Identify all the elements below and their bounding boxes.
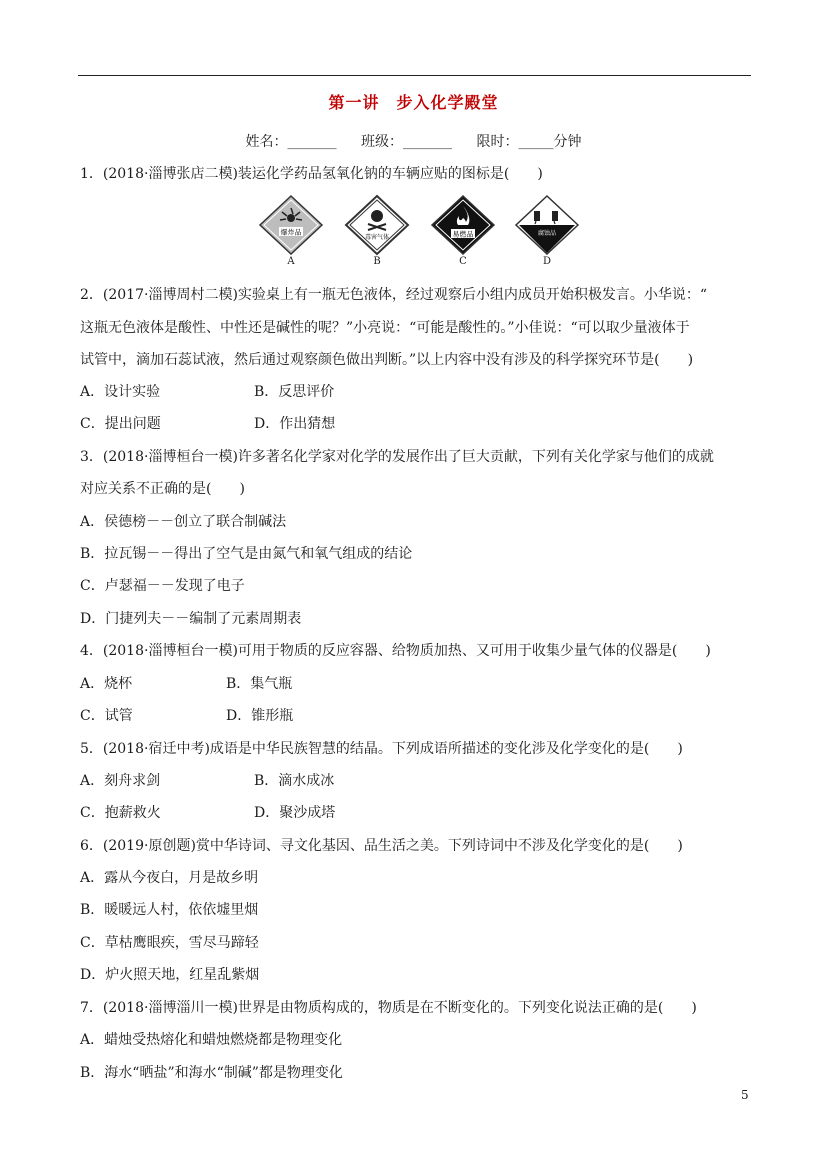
q4-option-a: A．烧杯 [80, 676, 133, 692]
q4-option-d: D．锥形瓶 [226, 708, 294, 724]
question-4: 4．(2018·淄博桓台一模)可用于物质的反应容器、给物质加热、又可用于收集少量气体的仪器是( ) [80, 643, 711, 659]
q5-option-a: A．刻舟求剑 [80, 773, 161, 789]
q2-option-a: A．设计实验 [80, 384, 161, 400]
q6-option-d: D．炉火照天地，红星乱紫烟 [80, 967, 260, 983]
q2-option-b: B．反思评价 [254, 384, 335, 400]
question-3-line-2: 对应关系不正确的是( ) [80, 481, 245, 497]
question-3-line-1: 3．(2018·淄博桓台一模)许多著名化学家对化学的发展作出了巨大贡献，下列有关化学家与他们的成就 [80, 449, 714, 465]
svg-text:易燃品: 易燃品 [452, 230, 474, 239]
question-4-options-row-2 [80, 705, 294, 725]
flame-icon [430, 194, 496, 256]
question-5-options-row-1 [80, 770, 335, 790]
hazard-option-a [258, 194, 324, 270]
svg-text:爆炸品: 爆炸品 [280, 228, 302, 237]
option-d-label: D [542, 256, 552, 267]
q4-option-b: B．集气瓶 [226, 676, 293, 692]
option-b-label: B [373, 256, 381, 267]
hazard-option-d [514, 194, 580, 270]
svg-text:毒害气体: 毒害气体 [364, 234, 390, 241]
class-field: 班级：_______ [361, 134, 452, 150]
page-title: 第一讲 步入化学殿堂 [328, 93, 499, 112]
student-info [0, 131, 827, 151]
q6-option-b: B．暖暖远人村，依依墟里烟 [80, 902, 259, 918]
svg-text:腐蚀品: 腐蚀品 [537, 230, 557, 237]
option-c-label: C [459, 256, 467, 267]
hazard-option-c [430, 194, 496, 270]
q5-option-d: D．聚沙成塔 [254, 805, 336, 821]
question-7: 7．(2018·淄博淄川一模)世界是由物质构成的，物质是在不断变化的。下列变化说法正确的是( ) [80, 1000, 697, 1016]
q2-option-d: D．作出猜想 [254, 416, 336, 432]
q7-option-a: A．蜡烛受热熔化和蜡烛燃烧都是物理变化 [80, 1032, 343, 1048]
q7-option-b: B．海水“晒盐”和海水“制碱”都是物理变化 [80, 1065, 343, 1081]
option-a-label: A [287, 256, 295, 267]
q5-option-b: B．滴水成冰 [254, 773, 335, 789]
corrosive-icon [514, 194, 580, 256]
name-field: 姓名：_______ [245, 134, 337, 150]
q6-option-a: A．露从今夜白，月是故乡明 [80, 870, 259, 886]
question-2-options-row-1 [80, 381, 335, 401]
page-number: 5 [741, 1088, 749, 1102]
question-5: 5．(2018·宿迁中考)成语是中华民族智慧的结晶。下列成语所描述的变化涉及化学变化的是( ) [80, 741, 683, 757]
question-1: 1．(2018·淄博张店二模)装运化学药品氢氧化钠的车辆应贴的图标是( ) [80, 166, 543, 182]
hazard-option-b [344, 194, 410, 270]
q4-option-c: C．试管 [80, 708, 133, 724]
question-2-options-row-2 [80, 413, 336, 433]
q5-option-c: C．抱薪救火 [80, 805, 161, 821]
explosive-icon [258, 194, 324, 256]
toxic-skull-icon [344, 194, 410, 256]
q3-option-b: B．拉瓦锡－－得出了空气是由氮气和氧气组成的结论 [80, 546, 413, 562]
time-field: 限时：_____分钟 [476, 134, 582, 150]
question-4-options-row-1 [80, 673, 293, 693]
q6-option-c: C．草枯鹰眼疾，雪尽马蹄轻 [80, 935, 259, 951]
question-2-line-2: 这瓶无色液体是酸性、中性还是碱性的呢？”小亮说：“可能是酸性的。”小佳说：“可以取少量液体于 [80, 320, 690, 336]
header-rule [78, 75, 751, 76]
question-5-options-row-2 [80, 802, 336, 822]
q3-option-a: A．侯德榜－－创立了联合制碱法 [80, 514, 287, 530]
question-2-line-1: 2．(2017·淄博周村二模)实验桌上有一瓶无色液体，经过观察后小组内成员开始积极发言。小华说：“ [80, 287, 708, 303]
question-2-line-3: 试管中，滴加石蕊试液，然后通过观察颜色做出判断。”以上内容中没有涉及的科学探究环节是( ) [80, 352, 694, 368]
question-6: 6．(2019·原创题)赏中华诗词、寻文化基因、品生活之美。下列诗词中不涉及化学变化的是( ) [80, 838, 683, 854]
q3-option-c: C．卢瑟福－－发现了电子 [80, 578, 245, 594]
hazard-icons [258, 194, 578, 270]
q3-option-d: D．门捷列夫－－编制了元素周期表 [80, 611, 302, 627]
q2-option-c: C．提出问题 [80, 416, 161, 432]
